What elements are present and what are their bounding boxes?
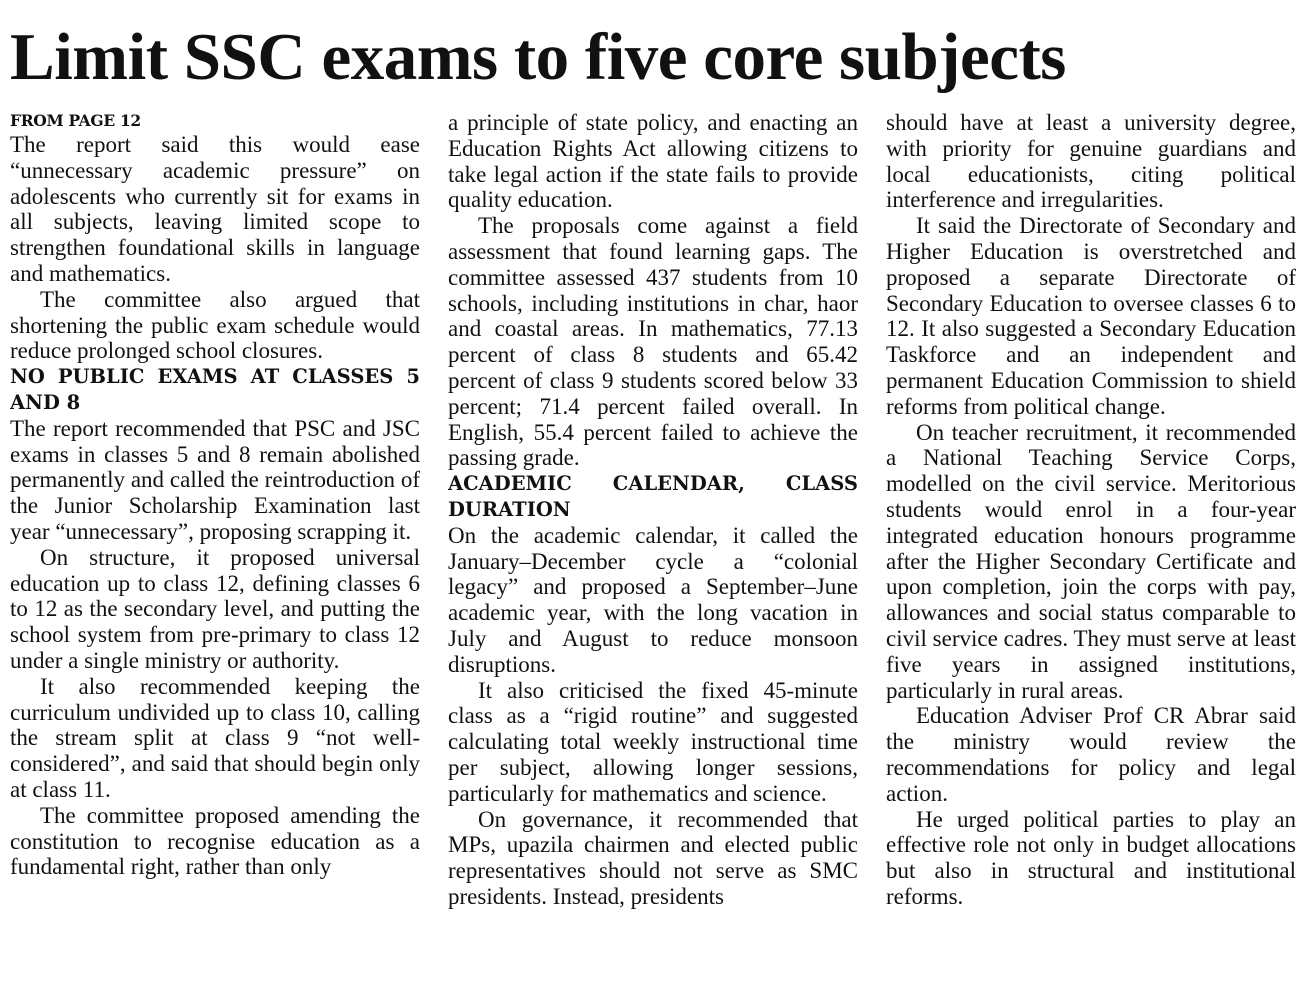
paragraph: should have at least a university degree, with priority for genuine guardians and local educationists, citing political interference and irregularities. [886, 110, 1296, 213]
paragraph: It said the Directorate of Secondary and Higher Education is overstretched and proposed a separate Directorate of Secondary Education to oversee classes 6 to 12. It also suggested a Secondary Education Taskforce and an independent and permanent Education Commission to shield reforms from political change. [886, 213, 1296, 419]
paragraph: Education Adviser Prof CR Abrar said the ministry would review the recommendations for policy and legal action. [886, 703, 1296, 806]
paragraph: The committee proposed amending the constitution to recognise education as a fundamental right, rather than only [10, 802, 420, 880]
article-column-2 [448, 110, 858, 970]
paragraph: On governance, it recommended that MPs, upazila chairmen and elected public representatives should not serve as SMC presidents. Instead, presidents [448, 806, 858, 909]
article-column-3 [886, 110, 1296, 970]
paragraph: The report said this would ease “unnecessary academic pressure” on adolescents who currently sit for exams in all subjects, leaving limited scope to strengthen foundational skills in language and mathematics. [10, 132, 420, 286]
jump-line: FROM PAGE 12 [10, 111, 141, 130]
article-headline: Limit SSC exams to five core subjects [10, 20, 1066, 94]
subheading: NO PUBLIC EXAMS AT CLASSES 5 AND 8 [10, 365, 420, 414]
article-column-1 [10, 110, 420, 970]
paragraph: The report recommended that PSC and JSC exams in classes 5 and 8 remain abolished permanently and called the reintroduction of the Junior Scholarship Examination last year “unnecessary”, proposing scrapping it. [10, 415, 420, 544]
paragraph: It also criticised the fixed 45-minute class as a “rigid routine” and suggested calculating total weekly instructional time per subject, allowing longer sessions, particularly for mathematics and science. [448, 677, 858, 806]
paragraph: On structure, it proposed universal education up to class 12, defining classes 6 to 12 as the secondary level, and putting the school system from pre-primary to class 12 under a single ministry or authority. [10, 544, 420, 673]
paragraph: On the academic calendar, it called the January–December cycle a “colonial legacy” and proposed a September–June academic year, with the long vacation in July and August to reduce monsoon disruptions. [448, 522, 858, 677]
paragraph: He urged political parties to play an effective role not only in budget allocations but also in structural and institutional reforms. [886, 806, 1296, 909]
subheading: ACADEMIC CALENDAR, CLASS DURATION [448, 472, 858, 521]
paragraph: a principle of state policy, and enacting an Education Rights Act allowing citizens to take legal action if the state fails to provide quality education. [448, 110, 858, 213]
paragraph: On teacher recruitment, it recommended a National Teaching Service Corps, modelled on the civil service. Meritorious students would enrol in a four-year integrated education honours programme after the Higher Secondary Certificate and upon completion, join the corps with pay, allowances and social status comparable to civil service cadres. They must serve at least five years in assigned institutions, particularly in rural areas. [886, 419, 1296, 703]
paragraph: The committee also argued that shortening the public exam schedule would reduce prolonged school closures. [10, 286, 420, 364]
paragraph: It also recommended keeping the curriculum undivided up to class 10, calling the stream split at class 9 “not well-considered”, and said that should begin only at class 11. [10, 673, 420, 802]
paragraph: The proposals come against a field assessment that found learning gaps. The committee assessed 437 students from 10 schools, including institutions in char, haor and coastal areas. In mathematics, 77.13 percent of class 8 students and 65.42 percent of class 9 students scored below 33 percent; 71.4 percent failed overall. In English, 55.4 percent failed to achieve the passing grade. [448, 213, 858, 471]
